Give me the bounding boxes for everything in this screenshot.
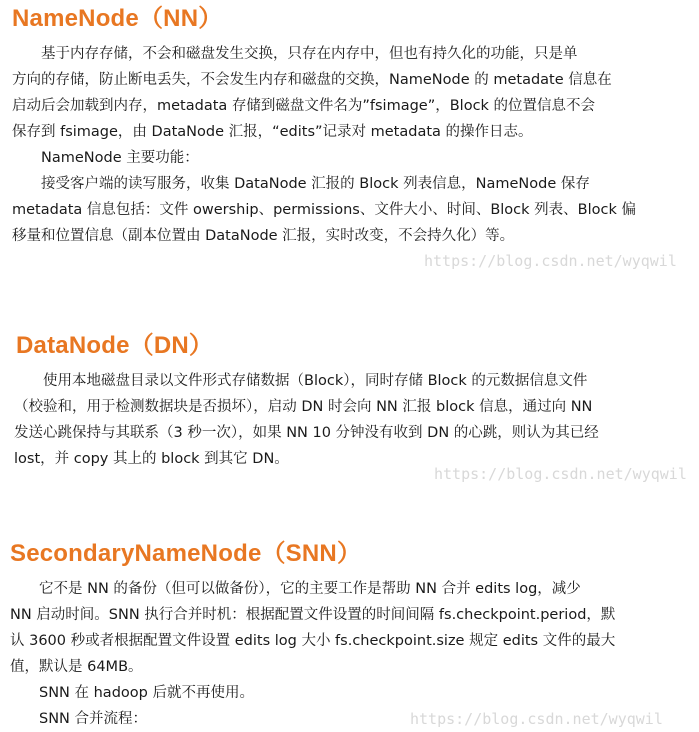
- text-line: 使用本地磁盘目录以文件形式存储数据（Block），同时存储 Block 的元数据信息文件: [14, 373, 588, 389]
- paragraph: [14, 368, 699, 472]
- text-line: （校验和，用于检测数据块是否损坏），启动 DN 时会向 NN 汇报 block 信息，通过向 NN: [14, 399, 593, 415]
- text-line: 接受客户端的读写服务，收集 DataNode 汇报的 Block 列表信息，NameNode 保存: [12, 176, 590, 192]
- section-secondarynamenode: [0, 537, 699, 732]
- text-line: metadata 信息包括：文件 owership、permissions、文件大小、时间、Block 列表、Block 偏: [12, 202, 636, 218]
- paragraph: [12, 41, 699, 145]
- watermark: https://blog.csdn.net/wyqwil: [434, 465, 687, 483]
- text-line: 基于内存存储，不会和磁盘发生交换，只存在内存中，但也有持久化的功能，只是单: [12, 46, 578, 62]
- paragraph: [10, 680, 699, 706]
- text-line: 方向的存储，防止断电丢失，不会发生内存和磁盘的交换，NameNode 的 metadate 信息在: [12, 72, 612, 88]
- section-heading-secondarynamenode: SecondaryNameNode（SNN）: [10, 540, 362, 567]
- paragraph: [10, 576, 699, 680]
- text-line: 值，默认是 64MB。: [10, 659, 143, 675]
- text-line: NN 启动时间。SNN 执行合并时机：根据配置文件设置的时间间隔 fs.checkpoint.period，默: [10, 607, 616, 623]
- text-line: 它不是 NN 的备份（但可以做备份），它的主要工作是帮助 NN 合并 edits log，减少: [10, 581, 581, 597]
- text-line: 发送心跳保持与其联系（3 秒一次），如果 NN 10 分钟没有收到 DN 的心跳，则认为其已经: [14, 425, 599, 441]
- text-line: SNN 在 hadoop 后就不再使用。: [10, 685, 254, 701]
- section-datanode: [0, 329, 699, 472]
- section-heading-namenode: NameNode（NN）: [12, 5, 223, 32]
- watermark: https://blog.csdn.net/wyqwil: [410, 710, 663, 728]
- section-namenode: [0, 2, 699, 249]
- text-line: lost，并 copy 其上的 block 到其它 DN。: [14, 451, 289, 467]
- section-heading-datanode: DataNode（DN）: [16, 332, 214, 359]
- text-line: SNN 合并流程：: [10, 711, 148, 727]
- text-line: 认 3600 秒或者根据配置文件设置 edits log 大小 fs.checkpoint.size 规定 edits 文件的最大: [10, 633, 616, 649]
- text-line: 启动后会加载到内存，metadata 存储到磁盘文件名为”fsimage”，Block 的位置信息不会: [12, 98, 596, 114]
- paragraph: [12, 145, 699, 171]
- text-line: 保存到 fsimage，由 DataNode 汇报，“edits”记录对 metadata 的操作日志。: [12, 124, 533, 140]
- text-line: 移量和位置信息（副本位置由 DataNode 汇报，实时改变，不会持久化）等。: [12, 228, 515, 244]
- paragraph: [12, 171, 699, 249]
- text-line: NameNode 主要功能：: [12, 150, 199, 166]
- paragraph: [10, 706, 699, 732]
- watermark: https://blog.csdn.net/wyqwil: [424, 252, 677, 270]
